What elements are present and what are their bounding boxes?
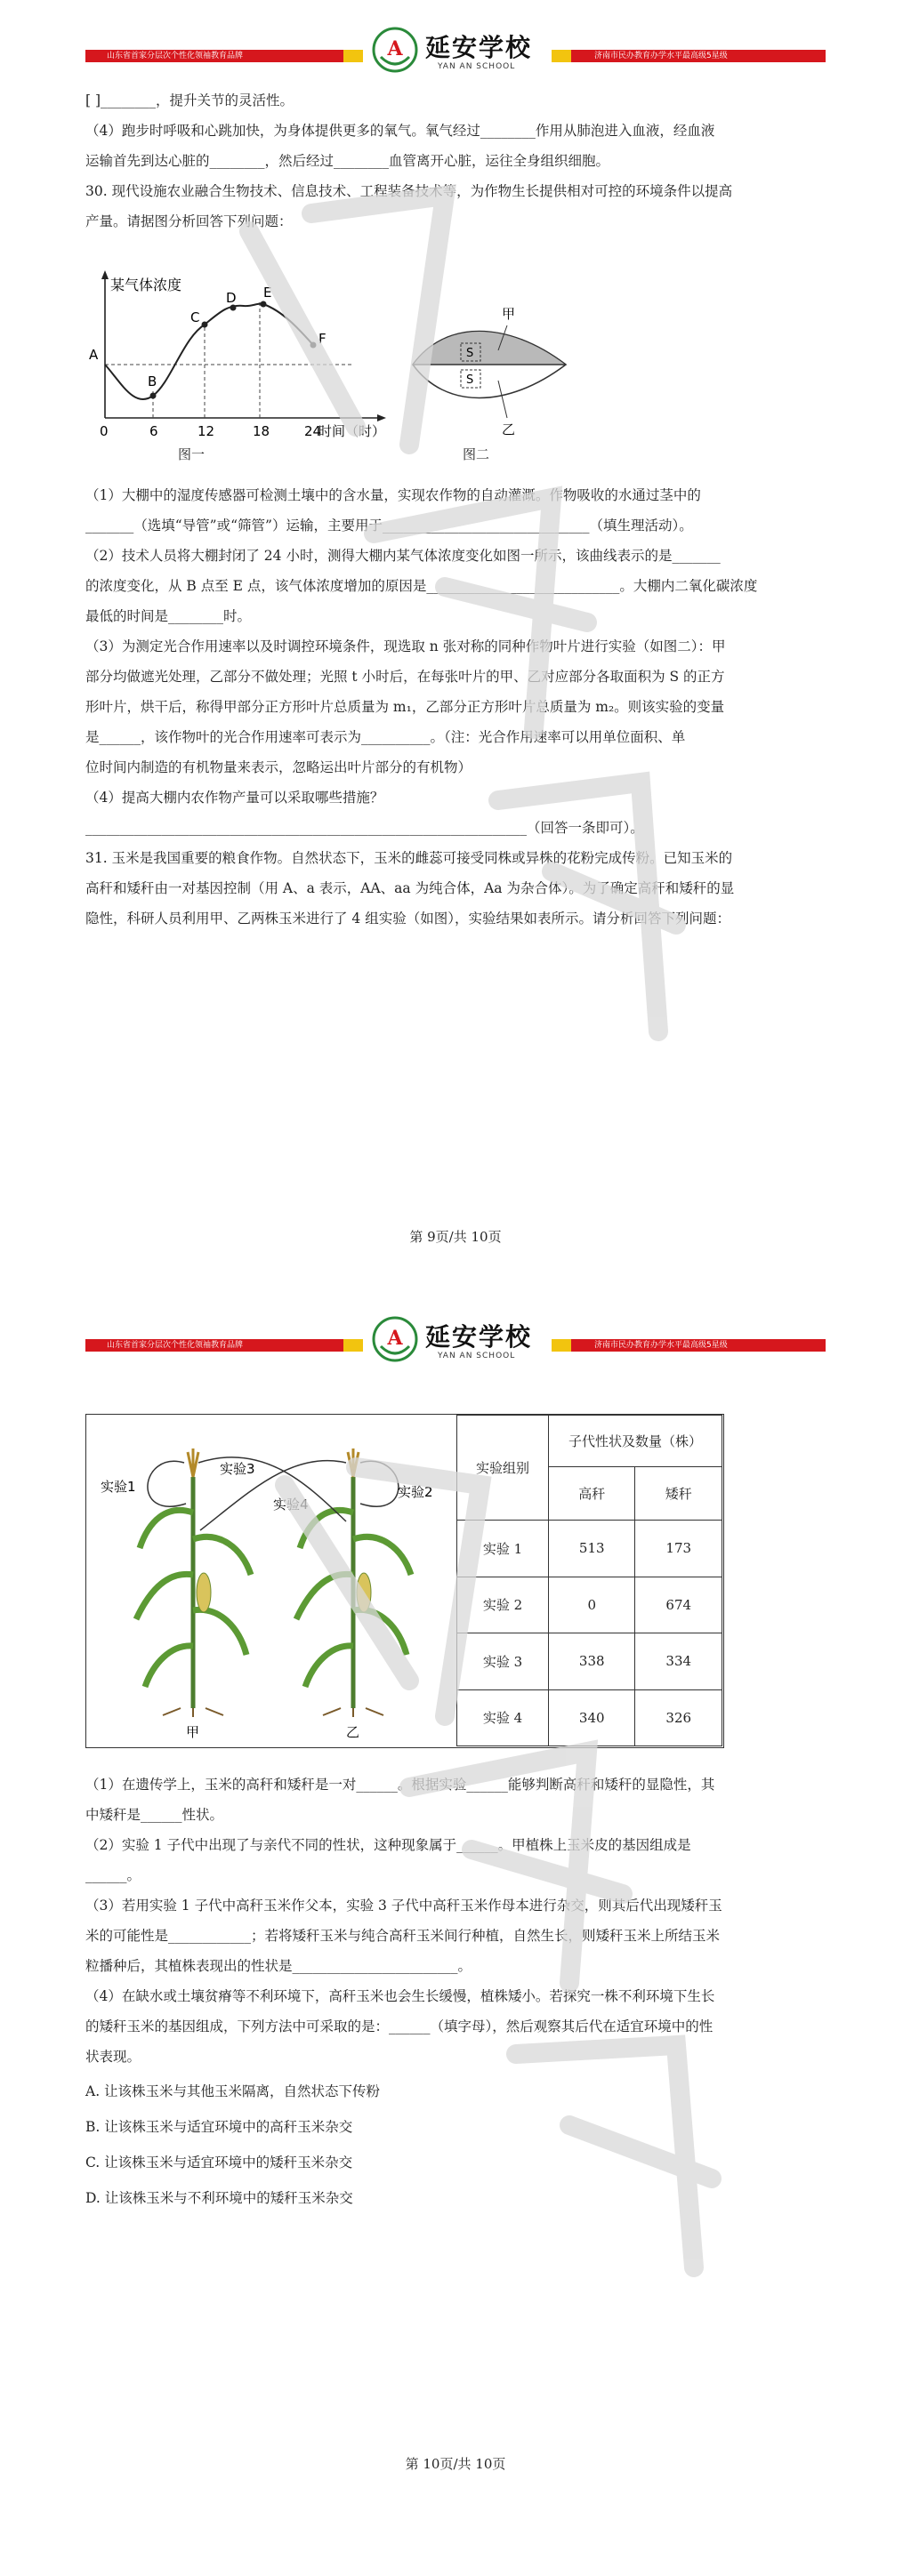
row-short: 173 <box>635 1521 722 1577</box>
concentration-curve <box>105 304 313 400</box>
figure-2-leaf <box>409 302 569 445</box>
text-line: [ ]________，提升关节的灵活性。 <box>85 92 294 108</box>
label-b: B <box>148 373 157 389</box>
text-line: 的矮秆玉米的基因组成，下列方法中可采取的是：______（填字母），然后观察其后代在适宜环境中的性 <box>85 2018 713 2034</box>
text-line: （3）为测定光合作用速率以及时调控环境条件，现选取 n 张对称的同种作物叶片进行实验（如图二）：甲 <box>85 638 726 654</box>
text-line: 粒播种后，其植株表现出的性状是________________________。 <box>85 1958 472 1974</box>
text-line: 米的可能性是____________；若将矮秆玉米与纯合高秆玉米间行种植，自然生长，则矮秆玉米上所结玉米 <box>85 1928 721 1944</box>
page-header <box>85 1309 826 1371</box>
school-name-en: YAN AN SCHOOL <box>438 62 516 71</box>
text-line: 隐性，科研人员利用甲、乙两株玉米进行了 4 组实验（如图），实验结果如表所示。请分析回答下列问题： <box>85 911 730 927</box>
point-f <box>310 342 317 349</box>
leaf-shaded-half <box>413 332 566 365</box>
page-10 <box>0 1289 911 2576</box>
header-left-banner: 山东省首家分层次个性化领袖教育品牌 <box>107 1341 244 1350</box>
school-name-en: YAN AN SCHOOL <box>438 1352 516 1360</box>
point-c <box>202 322 208 328</box>
school-name: 延安学校 <box>425 1322 533 1352</box>
text-line: 位时间内制造的有机物量来表示，忽略运出叶片部分的有机物） <box>85 759 472 775</box>
square-s-top-label: S <box>466 347 474 360</box>
label-plant-jia: 甲 <box>186 1724 200 1740</box>
results-table <box>456 1415 722 1746</box>
header-tall: 高秆 <box>549 1467 635 1521</box>
arrow-experiment-1 <box>148 1461 186 1506</box>
row-short: 334 <box>635 1633 722 1690</box>
option-a: A. 让该株玉米与其他玉米隔离，自然状态下传粉 <box>85 2083 381 2099</box>
x-tick-24: 24 <box>304 423 322 439</box>
row-tall: 513 <box>549 1521 635 1577</box>
x-axis-arrow <box>377 414 386 421</box>
row-name: 实验 2 <box>457 1577 549 1633</box>
text-line: 部分均做遮光处理，乙部分不做处理；光照 t 小时后，在每张叶片的甲、乙对应部分各取面积为 S 的正方 <box>85 669 725 685</box>
table-row <box>457 1633 722 1690</box>
figure-1-y-title: 某气体浓度 <box>110 277 182 293</box>
x-tick-0: 0 <box>100 423 109 439</box>
school-name: 延安学校 <box>425 33 533 62</box>
header-right-banner: 济南市民办教育办学水平最高级5星级 <box>594 52 728 60</box>
table-row <box>457 1521 722 1577</box>
point-b <box>150 393 157 399</box>
text-line: 最低的时间是________时。 <box>85 608 252 624</box>
row-short: 674 <box>635 1577 722 1633</box>
table-row <box>457 1577 722 1633</box>
text-line: ______。 <box>85 1867 141 1883</box>
text-line: 高秆和矮秆由一对基因控制（用 A、a 表示，AA、aa 为纯合体，Aa 为杂合体）。为了确定高秆和矮秆的显 <box>85 880 735 896</box>
label-plant-yi: 乙 <box>346 1724 360 1740</box>
label-experiment-2: 实验2 <box>398 1484 433 1500</box>
text-line: 31. 玉米是我国重要的粮食作物。自然状态下，玉米的雌蕊可接受同株或异株的花粉完成传粉。已知玉米的 <box>85 850 733 866</box>
header-offspring: 子代性状及数量（株） <box>549 1416 722 1467</box>
point-e <box>261 301 267 308</box>
school-logo-icon <box>372 27 418 73</box>
corn-plants-diagram <box>86 1415 456 1746</box>
text-line: 形叶片，烘干后，称得甲部分正方形叶片总质量为 m₁，乙部分正方形叶片总质量为 m₂。则该实验的变量 <box>85 699 725 715</box>
square-s-bottom-label: S <box>466 373 474 387</box>
text-line: _______（选填“导管”或“筛管”）运输，主要用于______________________________（填生理活动）。 <box>85 518 693 534</box>
label-e: E <box>263 285 272 301</box>
x-axis-label: 时间（时） <box>318 423 386 439</box>
header-experiment-group: 实验组别 <box>457 1416 549 1521</box>
header-yellow-block <box>552 50 571 62</box>
label-yi: 乙 <box>502 421 516 437</box>
option-d: D. 让该株玉米与不利环境中的矮秆玉米杂交 <box>85 2190 353 2206</box>
text-line: （3）若用实验 1 子代中高秆玉米作父本，实验 3 子代中高秆玉米作母本进行杂交，则其后代出现矮秆玉 <box>85 1898 722 1914</box>
text-block-top <box>85 85 833 237</box>
text-line: （1）大棚中的湿度传感器可检测土壤中的含水量，实现农作物的自动灌溉。作物吸收的水通过茎中的 <box>85 487 701 503</box>
text-line: 30. 现代设施农业融合生物技术、信息技术、工程装备技术等，为作物生长提供相对可控的环境条件以提高 <box>85 183 733 199</box>
label-jia: 甲 <box>502 306 516 322</box>
school-logo-icon <box>372 1316 418 1362</box>
row-tall: 0 <box>549 1577 635 1633</box>
text-line: 产量。请据图分析回答下列问题： <box>85 213 293 229</box>
text-line: ________________________________________________________________（回答一条即可）。 <box>85 820 644 836</box>
text-line: （4）在缺水或土壤贫瘠等不利环境下，高秆玉米也会生长缓慢，植株矮小。若探究一株不利环境下生长 <box>85 1988 715 2004</box>
table-row <box>457 1689 722 1746</box>
text-line: 的浓度变化，从 B 点至 E 点，该气体浓度增加的原因是____________________________。大棚内二氧化碳浓度 <box>85 578 758 594</box>
header-yellow-block <box>343 1339 363 1352</box>
x-tick-18: 18 <box>253 423 270 439</box>
header-yellow-block <box>343 50 363 62</box>
figure-1-caption: 图一 <box>178 446 206 462</box>
label-experiment-3: 实验3 <box>220 1461 255 1477</box>
text-line: 状表现。 <box>85 2049 141 2065</box>
label-experiment-4: 实验4 <box>273 1497 309 1513</box>
header-left-banner: 山东省首家分层次个性化领袖教育品牌 <box>107 52 244 60</box>
page-header <box>85 20 826 82</box>
row-name: 实验 1 <box>457 1521 549 1577</box>
logo-letter: A <box>387 1327 403 1350</box>
option-b: B. 让该株玉米与适宜环境中的高秆玉米杂交 <box>85 2119 353 2135</box>
x-tick-12: 12 <box>198 423 215 439</box>
header-right-banner: 济南市民办教育办学水平最高级5星级 <box>594 1341 728 1350</box>
arrow-experiment-2 <box>360 1461 399 1506</box>
text-line: 运输首先到达心脏的________，然后经过________血管离开心脏，运往全身组织细胞。 <box>85 153 610 169</box>
text-line: 是______，该作物叶的光合作用速率可表示为__________。（注：光合作用速率可以用单位面积、单 <box>85 729 686 745</box>
text-line: （2）实验 1 子代中出现了与亲代不同的性状，这种现象属于______。甲植株上玉米皮的基因组成是 <box>85 1837 691 1853</box>
page-10-footer: 第 10页/共 10页 <box>405 2456 506 2472</box>
text-line: （2）技术人员将大棚封闭了 24 小时，测得大棚内某气体浓度变化如图一所示，该曲线表示的是_______ <box>85 548 721 564</box>
corn-plant-yi <box>296 1448 411 1717</box>
y-axis-arrow <box>101 270 109 279</box>
x-tick-6: 6 <box>149 423 158 439</box>
label-a: A <box>89 347 99 363</box>
text-line: （4）跑步时呼吸和心跳加快，为身体提供更多的氧气。氧气经过________作用从肺泡进入血液，经血液 <box>85 123 715 139</box>
corn-plant-jia <box>136 1448 251 1717</box>
row-name: 实验 4 <box>457 1689 549 1746</box>
question-31-block <box>85 1769 833 2072</box>
figure-1-graph <box>85 267 406 445</box>
row-tall: 340 <box>549 1689 635 1746</box>
text-line: （4）提高大棚内农作物产量可以采取哪些措施？ <box>85 790 384 806</box>
header-short: 矮秆 <box>635 1467 722 1521</box>
question-30-block <box>85 480 833 934</box>
row-short: 326 <box>635 1689 722 1746</box>
experiment-figure-box <box>85 1414 724 1748</box>
label-experiment-1: 实验1 <box>101 1479 136 1495</box>
text-line: （1）在遗传学上，玉米的高秆和矮秆是一对______。根据实验______能够判断高秆和矮秆的显隐性，其 <box>85 1777 715 1793</box>
text-line: 中矮秆是______性状。 <box>85 1807 224 1823</box>
label-d: D <box>226 290 237 306</box>
row-tall: 338 <box>549 1633 635 1690</box>
row-name: 实验 3 <box>457 1633 549 1690</box>
label-f: F <box>318 331 327 347</box>
page-9-footer: 第 9页/共 10页 <box>409 1229 502 1245</box>
header-yellow-block <box>552 1339 571 1352</box>
option-c: C. 让该株玉米与适宜环境中的矮秆玉米杂交 <box>85 2155 353 2171</box>
figure-2-caption: 图二 <box>463 446 490 462</box>
logo-letter: A <box>387 37 403 60</box>
label-c: C <box>190 309 200 325</box>
